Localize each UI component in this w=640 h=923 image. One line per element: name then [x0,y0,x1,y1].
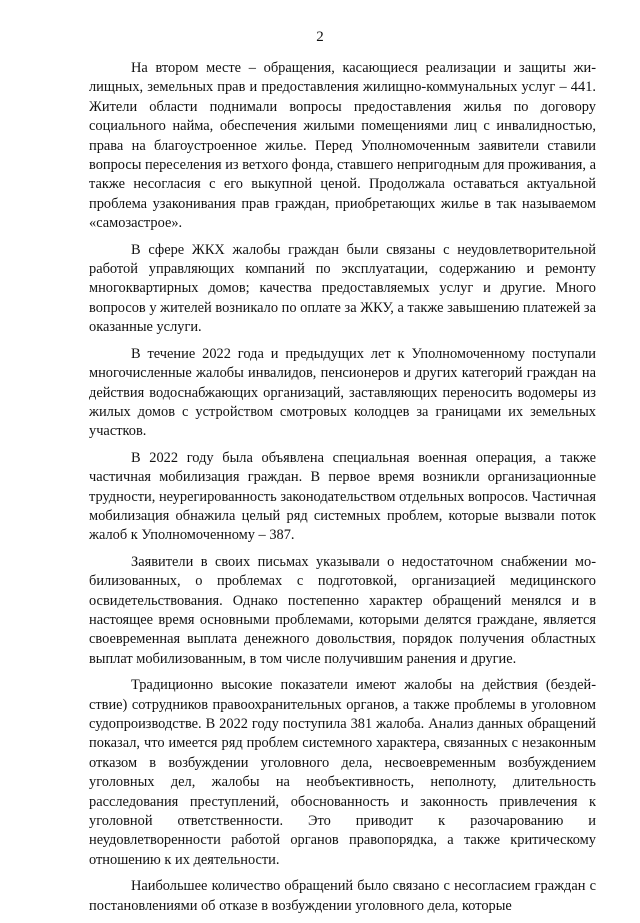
page-number: 2 [316,29,324,45]
paragraph-law-enforcement: Традиционно высокие показатели имеют жалобы на действия (бездействие) сотрудников правоохранительных органов, а также проблемы в уголовном судопроизводстве. В 2022 году поступила 381 жалоба. Анализ данных обращений показал, что имеется ряд проблем системного характера, связанных с незаконным отказом в возбуждении уголовного дела, несвоевременным возбуждением уголовных дел, жалобы на необъективность, неполноту, длительность расследования преступлений, обоснованность и законность привлечения к уголовной ответственности. Это приводит к разочарованию и неудовлетворенности работой органов правопорядка, а также критическому отношению к их деятельности. [89,677,596,868]
paragraph-water-meters: В течение 2022 года и предыдущих лет к Уполномоченному поступали многочисленные жалобы инвалидов, пенсионеров и других категорий граждан на действия водоснабжающих организаций, заставляющих переносить водомеры из жилых домов с устройством смотровых колодцев за границами их земельных участков. [89,345,596,440]
paragraph-mobilized-complaints: Заявители в своих письмах указывали о недостаточном снабжении мобилизованных, о проблемах с подготовкой, организацией медицинского освидетельствования. Однако постепенно характер обращений менялся и в настоящее время основными проблемами, которыми делятся граждане, является своевременная выплата денежного довольствия, порядок получения областных выплат мобилизованным, в том числе получившим ранения и другие. [89,553,596,667]
document-body [89,59,596,923]
paragraph-housing-rights: На втором месте – обращения, касающиеся реализации и защиты жилищных, земельных прав и предоставления жилищно-коммунальных услуг – 441. Жители области поднимали вопросы предоставления жилья по договору социального найма, обеспечения жилыми помещениями лиц с инвалидностью, права на благоустроенное жилье. Перед Уполномоченным заявители ставили вопросы переселения из ветхого фонда, ставшего непригодным для проживания, а также несогласия с его выкупной ценой. Продолжала оставаться актуальной проблема узаконивания прав граждан, приобретающих жилье в так называемом «самозастрое». [89,60,596,232]
paragraph-case-refusals: Наибольшее количество обращений было связано с несогласием граждан с постановлениями об отказе в возбуждении уголовного дела, которые [89,878,596,914]
paragraph-utilities: В сфере ЖКХ жалобы граждан были связаны с неудовлетворительной работой управляющих компаний по эксплуатации, содержанию и ремонту многоквартирных домов; качества предоставляемых услуг и другие. Много вопросов у жителей возникало по оплате за ЖКУ, а также завышению платежей за оказанные услуги. [89,241,596,336]
paragraph-mobilization: В 2022 году была объявлена специальная военная операция, а также частичная мобилизация граждан. В первое время возникли организационные трудности, неурегированность законодательством отдельных вопросов. Частичная мобилизация обнажила целый ряд системных проблем, которые вызвали поток жалоб к Уполномоченному – 387. [89,449,596,544]
